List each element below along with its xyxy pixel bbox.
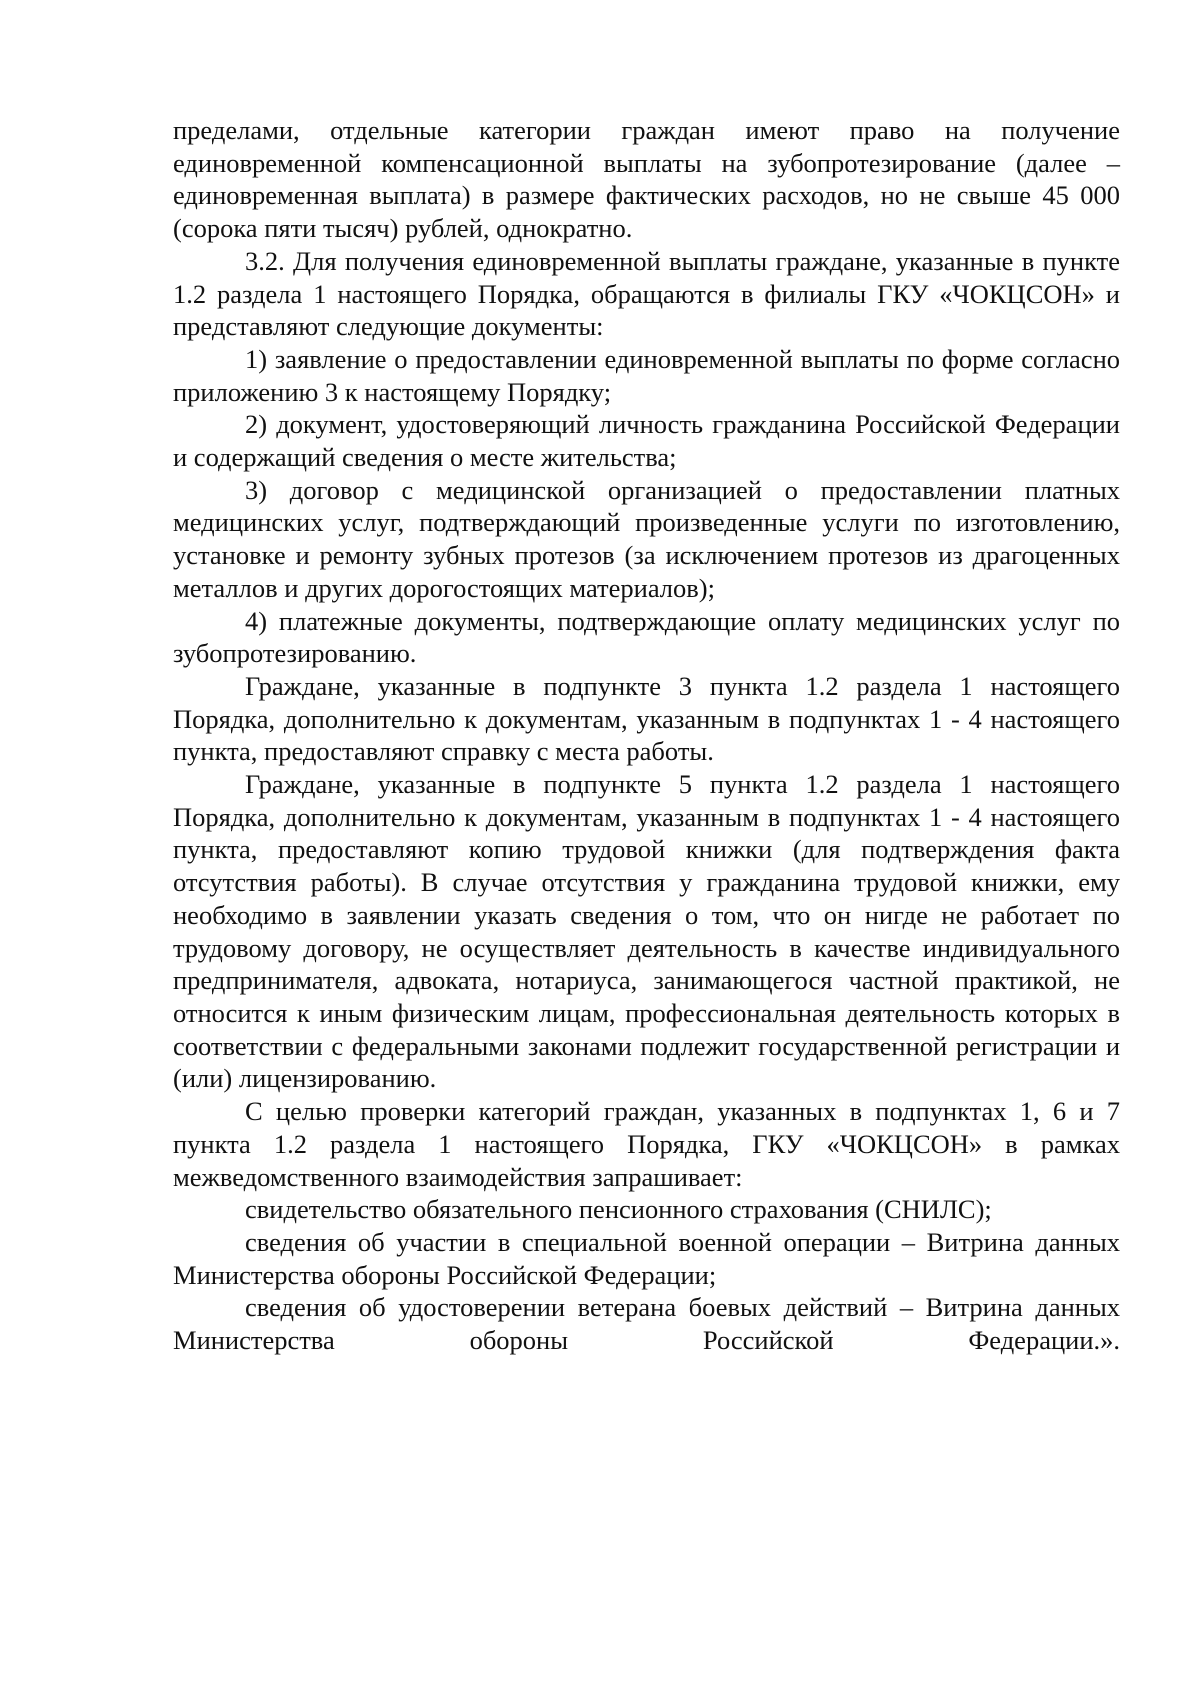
list-item-3: 3) договор с медицинской организацией о предоставлении платных медицинских услуг, подтверждающий произведенные услуги по изготовлению, установке и ремонту зубных протезов (за исключением протезов из драгоценных металлов и других дорогостоящих материалов);: [173, 474, 1120, 603]
document-body: [173, 114, 1120, 1357]
paragraph-subpoint-3: Граждане, указанные в подпункте 3 пункта 1.2 раздела 1 настоящего Порядка, дополнительно к документам, указанным в подпунктах 1 - 4 настоящего пункта, предоставляют справку с места работы.: [173, 670, 1120, 767]
paragraph-veteran-data: сведения об удостоверении ветерана боевых действий – Витрина данных Министерства обороны Российской Федерации.».: [173, 1292, 1120, 1356]
paragraph-intro-continued: пределами, отдельные категории граждан имеют право на получение единовременной компенсационной выплаты на зубопротезирование (далее – единовременная выплата) в размере фактических расходов, но не свыше 45 000 (сорока пяти тысяч) рублей, однократно.: [173, 115, 1120, 244]
list-item-4: 4) платежные документы, подтверждающие оплату медицинских услуг по зубопротезированию.: [173, 605, 1120, 669]
paragraph-subpoint-5: Граждане, указанные в подпункте 5 пункта 1.2 раздела 1 настоящего Порядка, дополнительно к документам, указанным в подпунктах 1 - 4 настоящего пункта, предоставляют копию трудовой книжки (для подтверждения факта отсутствия работы). В случае отсутствия у гражданина трудовой книжки, ему необходимо в заявлении указать сведения о том, что он нигде не работает по трудовому договору, не осуществляет деятельность в качестве индивидуального предпринимателя, адвоката, нотариуса, занимающегося частной практикой, не относится к иным физическим лицам, профессиональная деятельность которых в соответствии с федеральными законами подлежит государственной регистрации и (или) лицензированию.: [173, 769, 1120, 1094]
paragraph-3-2: 3.2. Для получения единовременной выплаты граждане, указанные в пункте 1.2 раздела 1 настоящего Порядка, обращаются в филиалы ГКУ «ЧОКЦСОН» и представляют следующие документы:: [173, 245, 1120, 342]
list-item-2: 2) документ, удостоверяющий личность гражданина Российской Федерации и содержащий сведения о месте жительства;: [173, 409, 1120, 473]
list-item-1: 1) заявление о предоставлении единовременной выплаты по форме согласно приложению 3 к настоящему Порядку;: [173, 343, 1120, 407]
paragraph-svo-data: сведения об участии в специальной военной операции – Витрина данных Министерства обороны Российской Федерации;: [173, 1226, 1120, 1290]
paragraph-snils: свидетельство обязательного пенсионного страхования (СНИЛС);: [245, 1194, 992, 1225]
paragraph-verification: С целью проверки категорий граждан, указанных в подпунктах 1, 6 и 7 пункта 1.2 раздела 1 настоящего Порядка, ГКУ «ЧОКЦСОН» в рамках межведомственного взаимодействия запрашивает:: [173, 1096, 1120, 1192]
